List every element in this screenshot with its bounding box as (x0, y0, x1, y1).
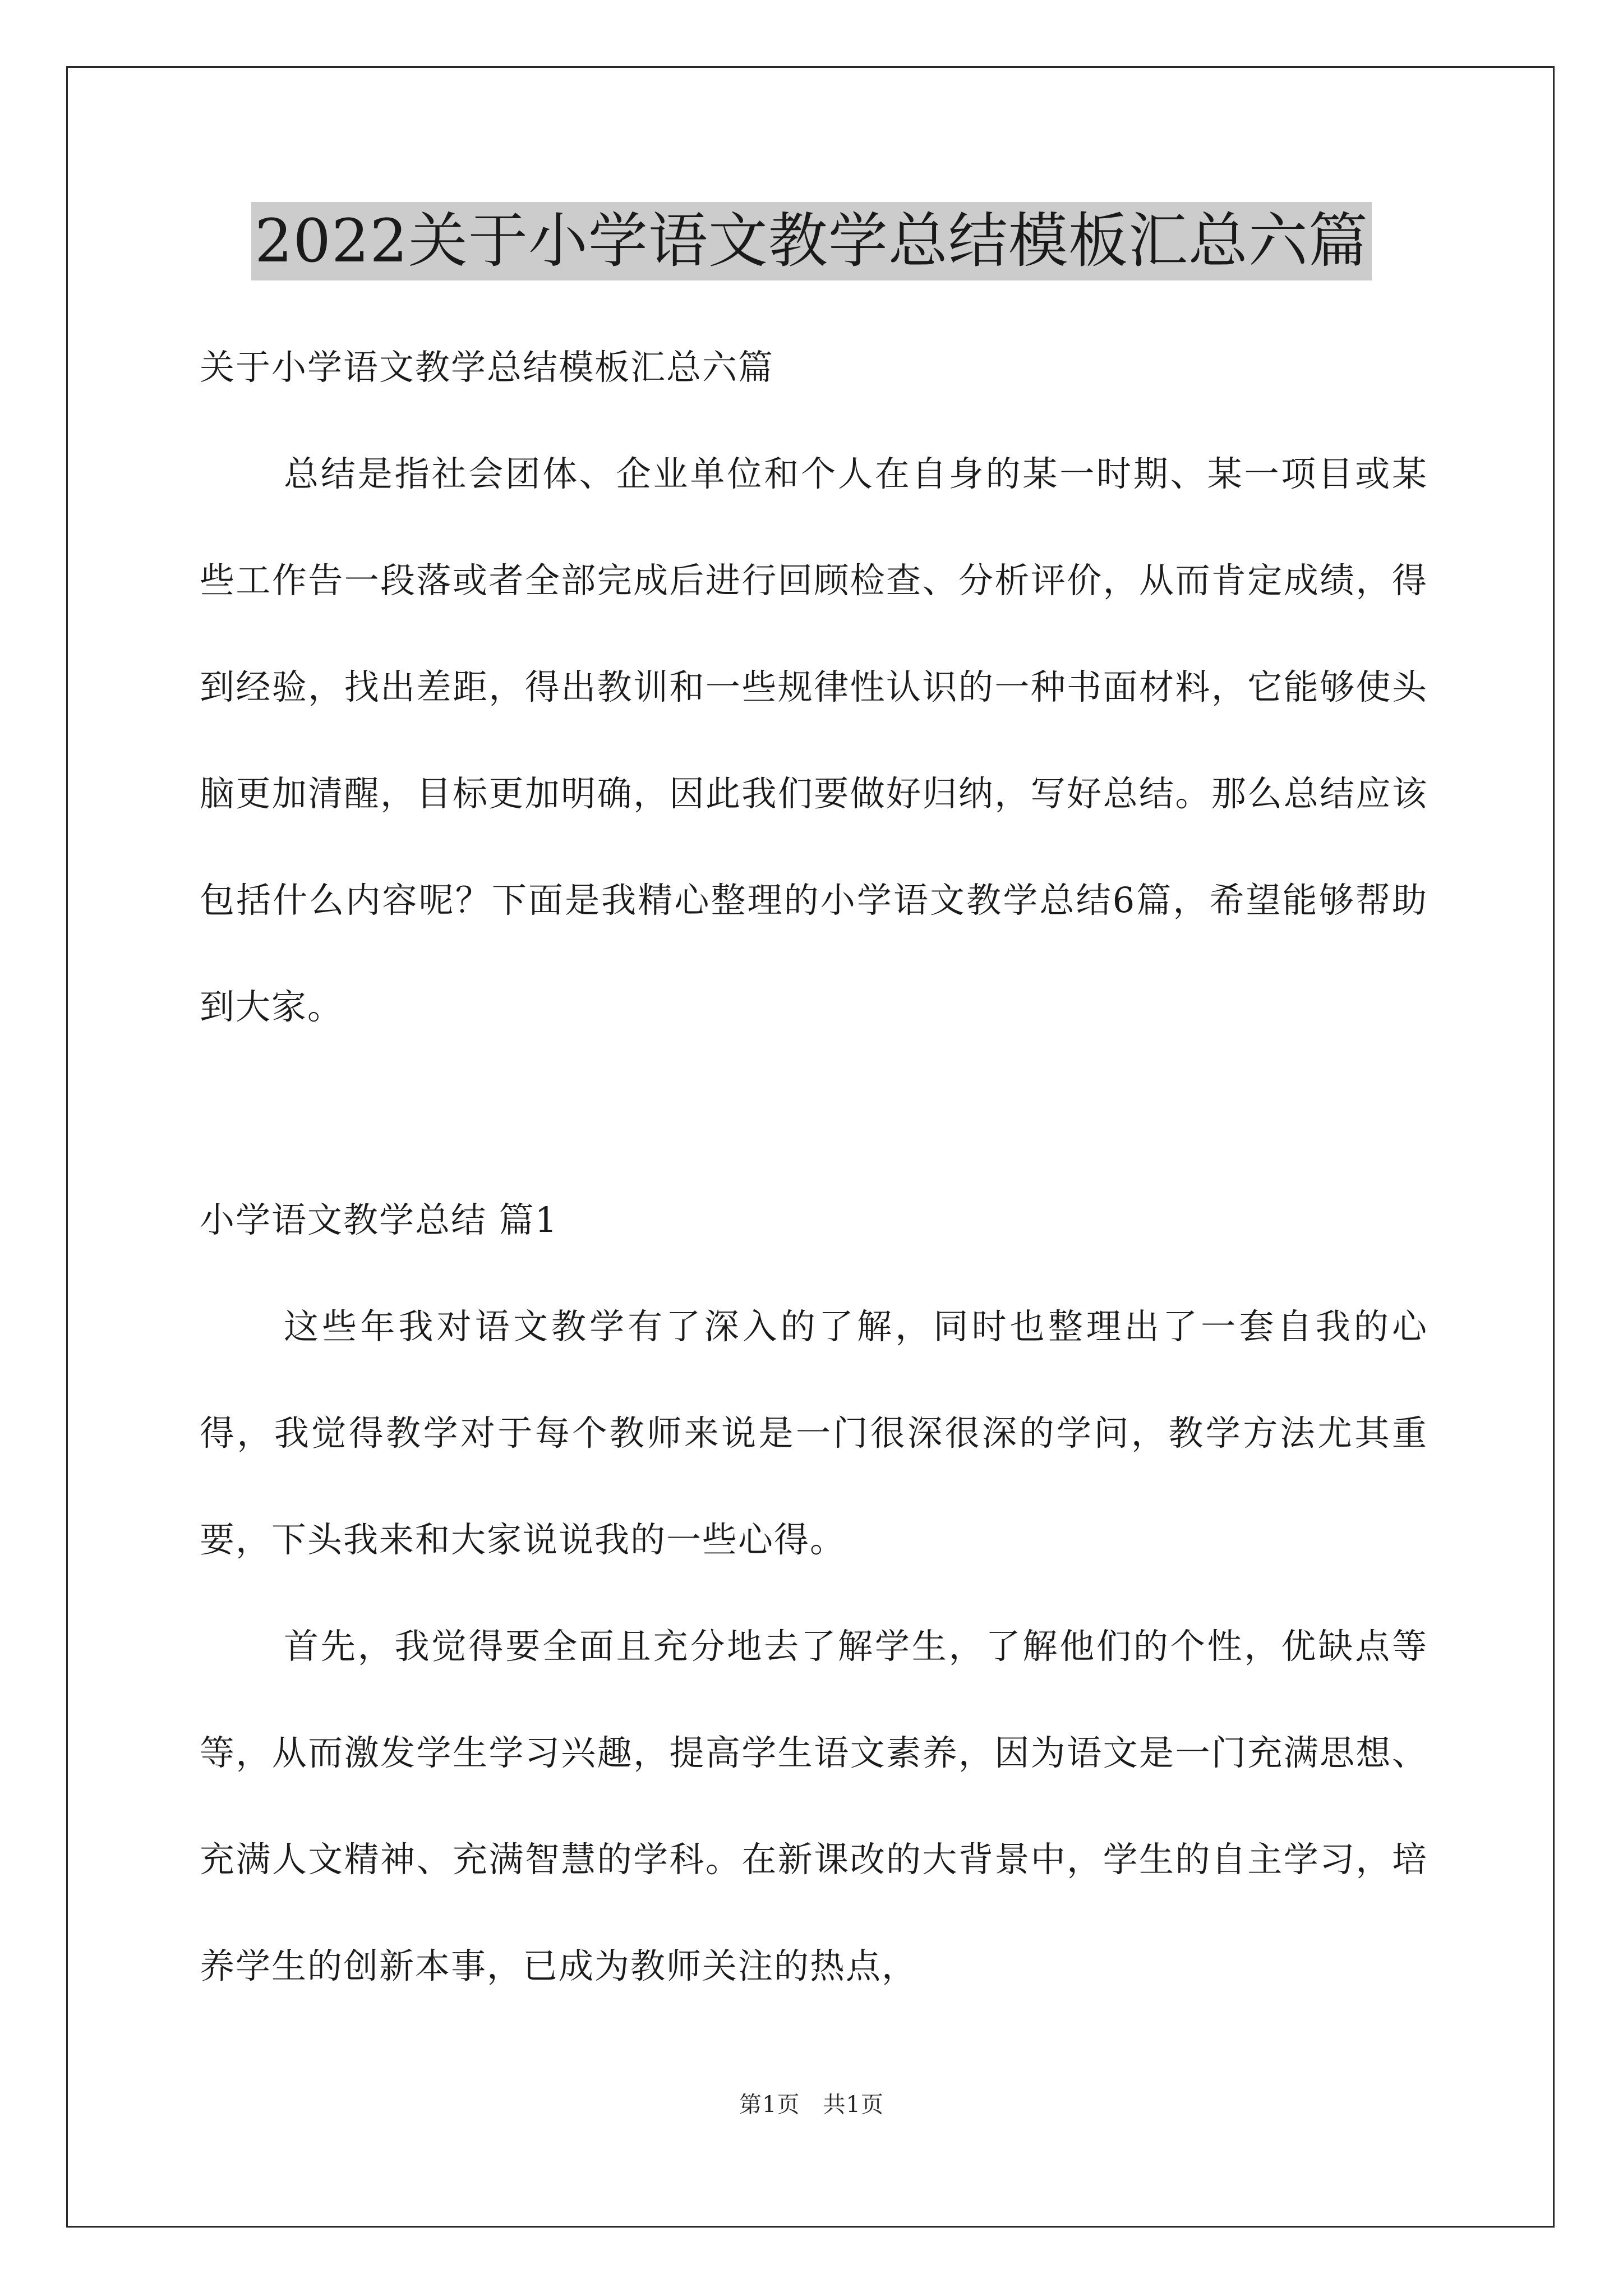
document-title: 2022关于小学语文教学总结模板汇总六篇 (251, 202, 1372, 280)
title-container (0, 202, 1623, 280)
document-subtitle: 关于小学语文教学总结模板汇总六篇 (200, 347, 774, 388)
body-paragraph: 首先，我觉得要全面且充分地去了解学生，了解他们的个性，优缺点等等，从而激发学生学习兴趣，提高学生语文素养，因为语文是一门充满思想、充满人文精神、充满智慧的学科。在新课改的大背景中，学生的自主学习，培养学生的创新本事，已成为教师关注的热点， (200, 1626, 1428, 1986)
body-paragraph: 这些年我对语文教学有了深入的了解，同时也整理出了一套自我的心得，我觉得教学对于每个教师来说是一门很深很深的学问，教学方法尤其重要，下头我来和大家说说我的一些心得。 (200, 1306, 1428, 1560)
page-footer: 第1页 共1页 (739, 2092, 884, 2118)
section-heading: 小学语文教学总结 篇1 (200, 1199, 559, 1240)
document-body (200, 314, 1428, 2019)
intro-paragraph: 总结是指社会团体、企业单位和个人在自身的某一时期、某一项目或某些工作告一段落或者全部完成后进行回顾检查、分析评价，从而肯定成绩，得到经验，找出差距，得出教训和一些规律性认识的一种书面材料，它能够使头脑更加清醒，目标更加明确，因此我们要做好归纳，写好总结。那么总结应该包括什么内容呢？下面是我精心整理的小学语文教学总结6篇，希望能够帮助到大家。 (200, 453, 1428, 1027)
